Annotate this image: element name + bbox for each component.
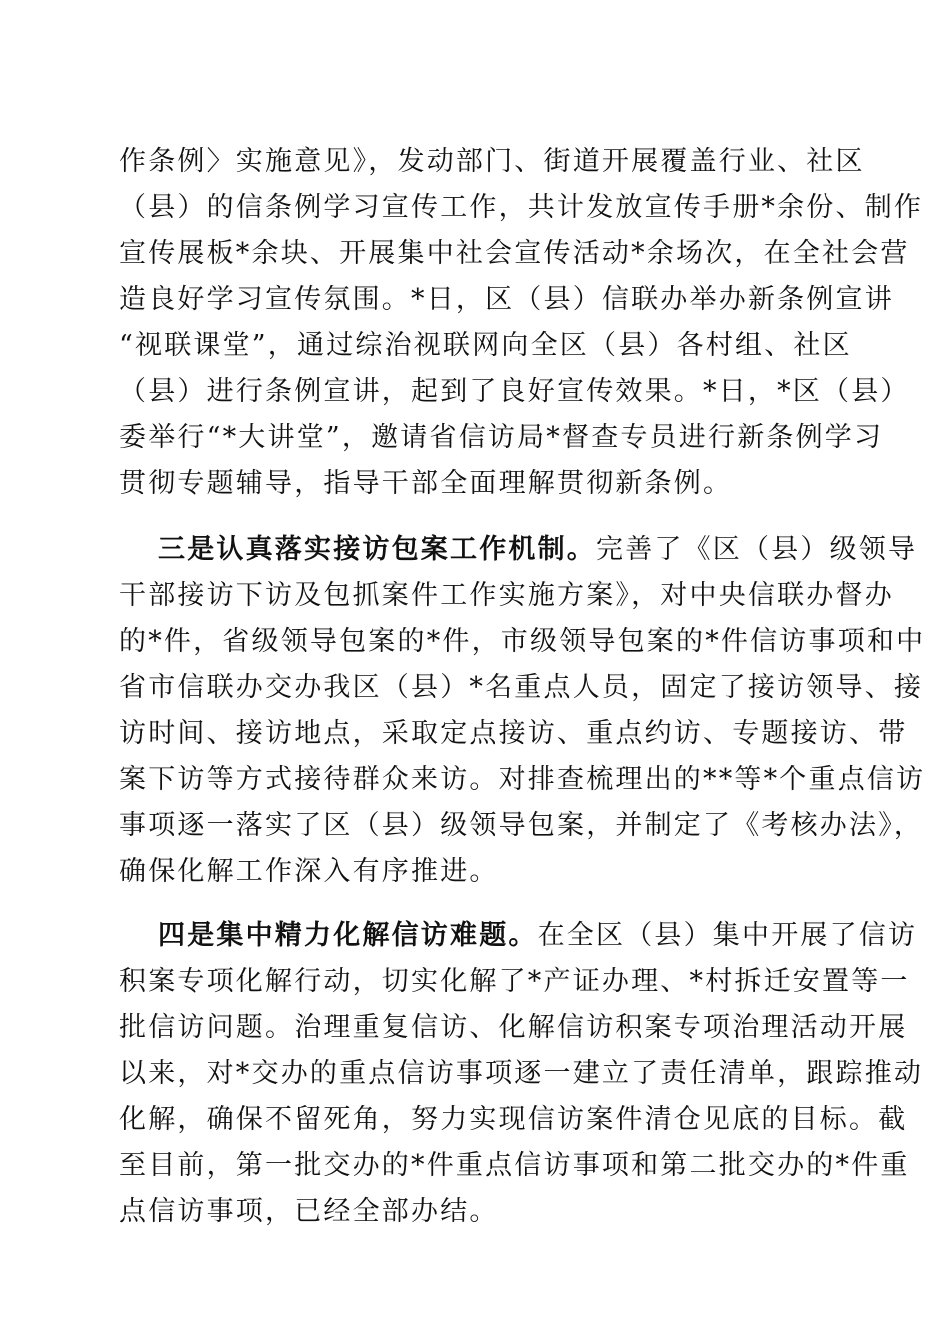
paragraph-text: 完善了《区（县）级领导 — [596, 534, 918, 565]
text-line: 访时间、接访地点，采取定点接访、重点约访、专题接访、带 — [119, 718, 908, 749]
text-line: 化解，确保不留死角，努力实现信访案件清仓见底的目标。截 — [119, 1104, 908, 1135]
text-line: （县）进行条例宣讲，起到了良好宣传效果。*日，*区（县） — [119, 376, 910, 407]
text-line-first — [158, 913, 918, 959]
text-line: 批信访问题。治理重复信访、化解信访积案专项治理活动开展 — [119, 1012, 908, 1043]
text-line: （县）的信条例学习宣传工作，共计发放宣传手册*余份、制作 — [119, 192, 924, 223]
text-line: 至目前，第一批交办的*件重点信访事项和第二批交办的*件重 — [119, 1150, 910, 1181]
text-line: 贯彻专题辅导，指导干部全面理解贯彻新条例。 — [119, 468, 733, 499]
text-line: 作条例〉实施意见》，发动部门、街道开展覆盖行业、社区 — [119, 146, 865, 177]
text-line: “视联课堂”，通过综治视联网向全区（县）各村组、社区 — [119, 330, 852, 361]
text-line: 确保化解工作深入有序推进。 — [119, 856, 499, 887]
paragraph-heading: 三是认真落实接访包案工作机制。 — [158, 534, 596, 565]
text-line: 积案专项化解行动，切实化解了*产证办理、*村拆迁安置等一 — [119, 966, 910, 997]
paragraph-heading: 四是集中精力化解信访难题。 — [158, 920, 538, 951]
text-line: 以来，对*交办的重点信访事项逐一建立了责任清单，跟踪推动 — [119, 1058, 924, 1089]
text-line: 事项逐一落实了区（县）级领导包案，并制定了《考核办法》， — [119, 810, 924, 841]
text-line: 省市信联办交办我区（县）*名重点人员，固定了接访领导、接 — [119, 672, 924, 703]
paragraph-text: 在全区（县）集中开展了信访 — [537, 920, 918, 951]
text-line: 干部接访下访及包抓案件工作实施方案》，对中央信联办督办 — [119, 580, 894, 611]
text-line: 委举行“*大讲堂”，邀请省信访局*督查专员进行新条例学习 — [119, 422, 884, 453]
text-line: 的*件，省级领导包案的*件，市级领导包案的*件信访事项和中 — [119, 626, 926, 657]
text-line: 宣传展板*余块、开展集中社会宣传活动*余场次，在全社会营 — [119, 238, 910, 269]
text-line: 造良好学习宣传氛围。*日，区（县）信联办举办新条例宣讲 — [119, 284, 894, 315]
text-line: 点信访事项，已经全部办结。 — [119, 1196, 499, 1227]
text-line-first — [158, 527, 918, 573]
text-line: 案下访等方式接待群众来访。对排查梳理出的**等*个重点信访 — [119, 764, 926, 795]
